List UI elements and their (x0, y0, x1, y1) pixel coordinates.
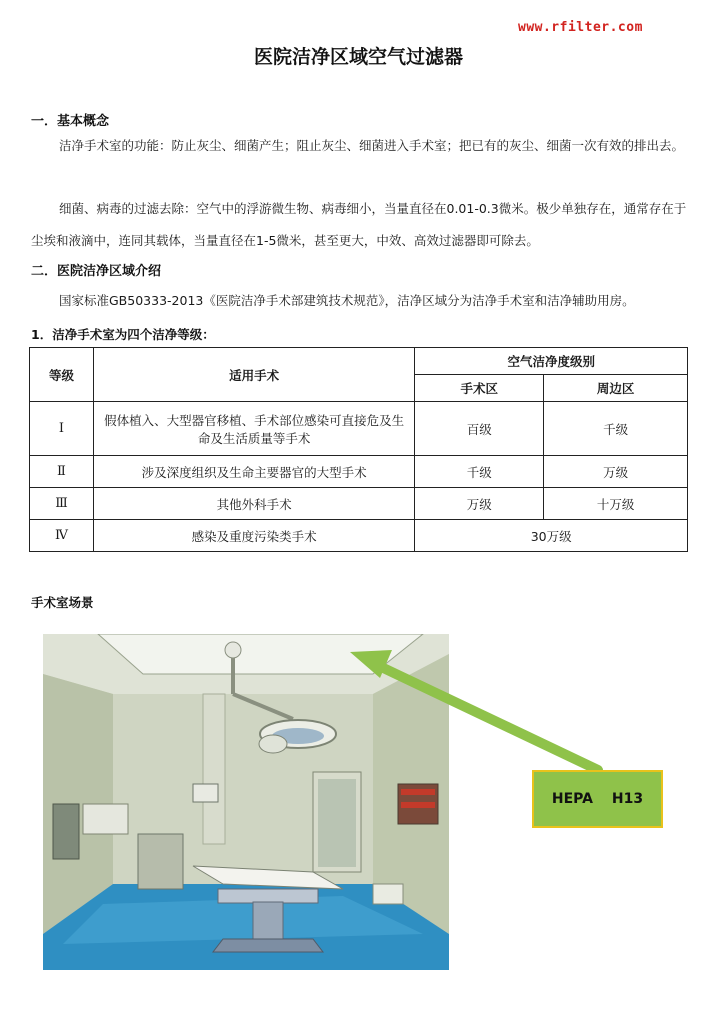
cell-surgery: 其他外科手术 (93, 488, 414, 520)
paragraph-standard: 国家标准GB50333-2013《医院洁净手术部建筑技术规范》，洁净区域分为洁净手术室和洁净辅助用房。 (59, 293, 635, 308)
cell-surgery: 感染及重度污染类手术 (93, 520, 414, 552)
header-cleanliness: 空气洁净度级别 (415, 348, 688, 375)
table-row (30, 488, 688, 520)
cell-surrounding: 十万级 (544, 488, 688, 520)
table-row (30, 456, 688, 488)
header-grade: 等级 (30, 348, 94, 402)
hepa-h13-label: HEPA H13 (532, 770, 663, 828)
section-heading-concepts: 一．基本概念 (31, 114, 110, 129)
paragraph-filtration: 细菌、病毒的过滤去除：空气中的浮游微生物、病毒细小，当量直径在0.01-0.3微米。极少单独存在，通常存在于尘埃和液滴中，连同其载体，当量直径在1-5微米，甚至更大，中效、高效过滤器即可除去。 (31, 201, 687, 248)
cell-grade: Ⅰ (30, 402, 94, 456)
cell-operating: 万级 (415, 488, 544, 520)
cell-surrounding: 万级 (544, 456, 688, 488)
table-row (30, 402, 688, 456)
page-title: 医院洁净区域空气过滤器 (253, 46, 463, 68)
pointer-arrow-icon (340, 640, 640, 780)
section-heading-clean-areas: 二．医院洁净区域介绍 (31, 264, 162, 279)
header-surgery: 适用手术 (93, 348, 414, 402)
cell-surgery: 假体植入、大型器官移植、手术部位感染可直接危及生命及生活质量等手术 (93, 402, 414, 456)
cell-surrounding: 千级 (544, 402, 688, 456)
cell-operating: 千级 (415, 456, 544, 488)
header-surrounding-zone: 周边区 (544, 375, 688, 402)
watermark: www.rfilter.com (518, 20, 643, 35)
cell-surgery: 涉及深度组织及生命主要器官的大型手术 (93, 456, 414, 488)
table-row (30, 520, 688, 552)
cell-grade: Ⅱ (30, 456, 94, 488)
paragraph-function: 洁净手术室的功能：防止灰尘、细菌产生；阻止灰尘、细菌进入手术室；把已有的灰尘、细菌一次有效的排出去。 (59, 138, 685, 153)
cell-grade: Ⅳ (30, 520, 94, 552)
cleanliness-grade-table (29, 347, 688, 552)
sub-heading-grades: 1．洁净手术室为四个洁净等级： (31, 327, 215, 342)
cell-grade: Ⅲ (30, 488, 94, 520)
scene-heading: 手术室场景 (31, 595, 94, 610)
cell-combined-cleanliness: 30万级 (415, 520, 688, 552)
header-operating-zone: 手术区 (415, 375, 544, 402)
cell-operating: 百级 (415, 402, 544, 456)
